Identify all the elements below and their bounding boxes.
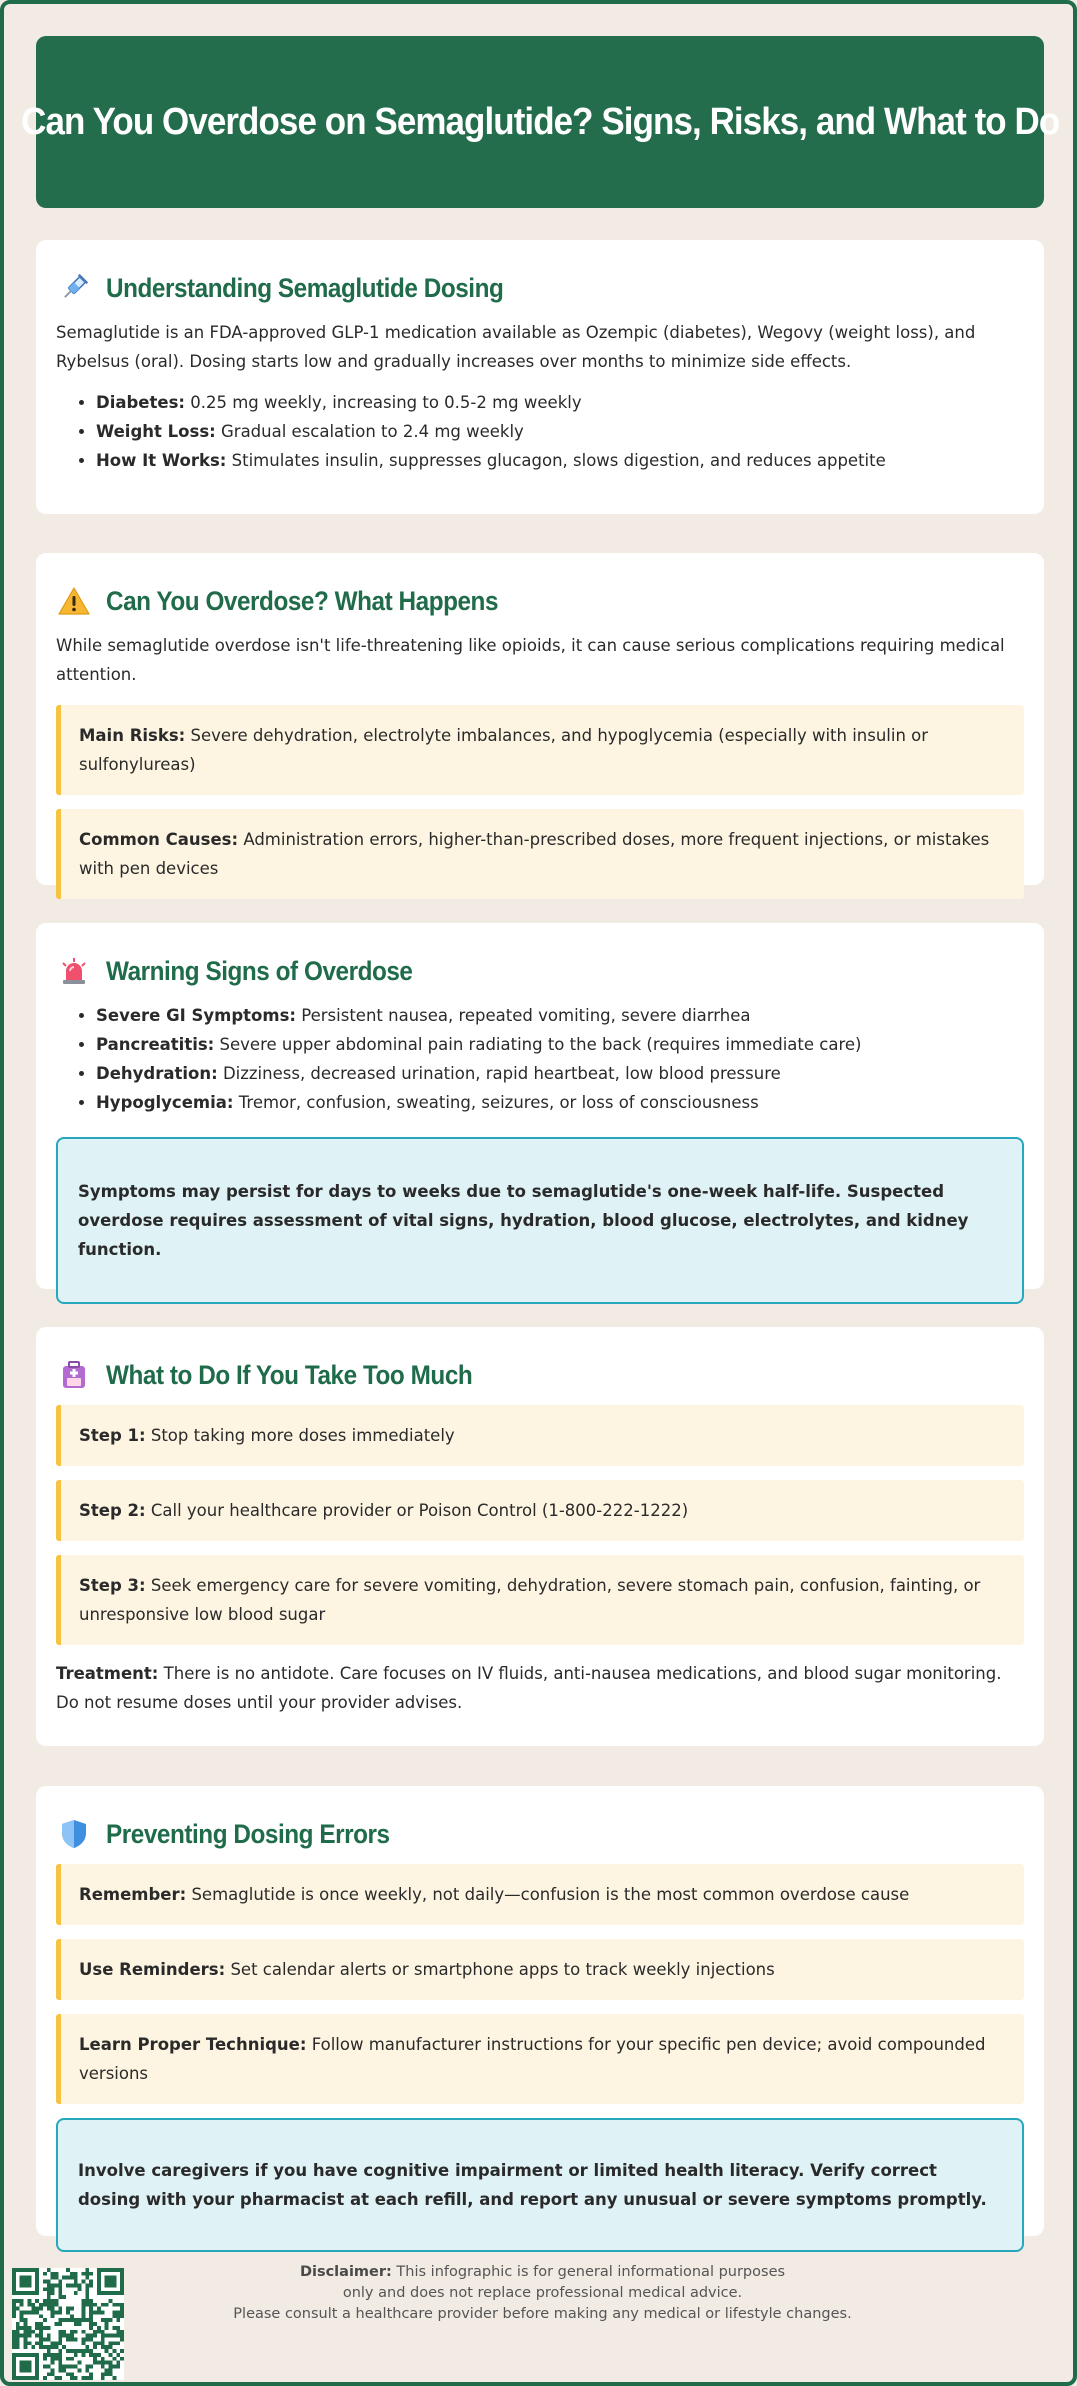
section-heading: Preventing Dosing Errors xyxy=(106,1818,390,1849)
section-header xyxy=(56,266,1024,310)
section-heading: Warning Signs of Overdose xyxy=(106,955,413,986)
step-3-callout: Step 3: Seek emergency care for severe vomiting, dehydration, severe stomach pain, confusion, fainting, or unresponsive low blood sugar xyxy=(56,1555,1024,1645)
remember-callout: Remember: Semaglutide is once weekly, not daily—confusion is the most common overdose cause xyxy=(56,1864,1024,1925)
common-causes-callout: Common Causes: Administration errors, higher-than-prescribed doses, more frequent injections, or mistakes with pen devices xyxy=(56,809,1024,899)
section-overdose xyxy=(36,553,1044,885)
section-intro: Semaglutide is an FDA-approved GLP-1 medication available as Ozempic (diabetes), Wegovy (weight loss), and Rybelsus (oral). Dosing starts low and gradually increases over months to minimize side effects. xyxy=(56,323,976,371)
section-preventing-errors xyxy=(36,1786,1044,2236)
technique-callout: Learn Proper Technique: Follow manufacturer instructions for your specific pen device; avoid compounded versions xyxy=(56,2014,1024,2104)
disclaimer-line: Disclaimer: This infographic is for general informational purposes xyxy=(299,2264,786,2280)
section-heading: What to Do If You Take Too Much xyxy=(106,1359,473,1390)
treatment-text: Treatment: There is no antidote. Care focuses on IV fluids, anti-nausea medications, and blood sugar monitoring. Do not resume doses until your provider advises. xyxy=(56,1664,1002,1712)
disclaimer-line: only and does not replace professional medical advice. xyxy=(342,2285,743,2301)
reminders-callout: Use Reminders: Set calendar alerts or smartphone apps to track weekly injections xyxy=(56,1939,1024,2000)
warning-signs-list xyxy=(56,1001,1024,1117)
step-1-callout: Step 1: Stop taking more doses immediately xyxy=(56,1405,1024,1466)
list-item: • Dehydration: Dizziness, decreased urination, rapid heartbeat, low blood pressure xyxy=(96,1059,1024,1088)
syringe-icon xyxy=(56,270,92,306)
step-2-callout: Step 2: Call your healthcare provider or Poison Control (1-800-222-1222) xyxy=(56,1480,1024,1541)
section-header xyxy=(56,949,1024,993)
dosing-list xyxy=(56,388,1024,475)
section-header xyxy=(56,1353,1024,1397)
disclaimer xyxy=(4,2262,1077,2325)
section-what-to-do xyxy=(36,1327,1044,1746)
siren-icon xyxy=(56,953,92,989)
warning-icon xyxy=(56,583,92,619)
section-heading: Understanding Semaglutide Dosing xyxy=(106,272,504,303)
section-warning-signs xyxy=(36,923,1044,1289)
title-banner xyxy=(20,36,1060,208)
caregiver-note: Involve caregivers if you have cognitive impairment or limited health literacy. Verify correct dosing with your pharmacist at each refill, and report any unusual or severe symptoms promptly. xyxy=(56,2118,1024,2252)
list-item: • Pancreatitis: Severe upper abdominal pain radiating to the back (requires immediate care) xyxy=(96,1030,1024,1059)
list-item: • Weight Loss: Gradual escalation to 2.4 mg weekly xyxy=(96,417,1024,446)
list-item: • Diabetes: 0.25 mg weekly, increasing to 0.5-2 mg weekly xyxy=(96,388,1024,417)
section-header xyxy=(56,579,1024,623)
list-item: • Severe GI Symptoms: Persistent nausea, repeated vomiting, severe diarrhea xyxy=(96,1001,1024,1030)
list-item: • How It Works: Stimulates insulin, suppresses glucagon, slows digestion, and reduces appetite xyxy=(96,446,1024,475)
section-header xyxy=(56,1812,1024,1856)
section-dosing xyxy=(36,240,1044,514)
page-title: Can You Overdose on Semaglutide? Signs, Risks, and What to Do xyxy=(20,100,1060,143)
shield-icon xyxy=(56,1816,92,1852)
section-heading: Can You Overdose? What Happens xyxy=(106,585,499,616)
list-item: • Hypoglycemia: Tremor, confusion, sweating, seizures, or loss of consciousness xyxy=(96,1088,1024,1117)
section-intro: While semaglutide overdose isn't life-threatening like opioids, it can cause serious complications requiring medical attention. xyxy=(56,636,1005,684)
disclaimer-line: Please consult a healthcare provider before making any medical or lifestyle changes. xyxy=(233,2306,852,2322)
half-life-note: Symptoms may persist for days to weeks due to semaglutide's one-week half-life. Suspected overdose requires assessment of vital signs, hydration, blood glucose, electrolytes, and kidney function. xyxy=(56,1137,1024,1304)
first-aid-kit-icon xyxy=(56,1357,92,1393)
main-risks-callout: Main Risks: Severe dehydration, electrolyte imbalances, and hypoglycemia (especially with insulin or sulfonylureas) xyxy=(56,705,1024,795)
